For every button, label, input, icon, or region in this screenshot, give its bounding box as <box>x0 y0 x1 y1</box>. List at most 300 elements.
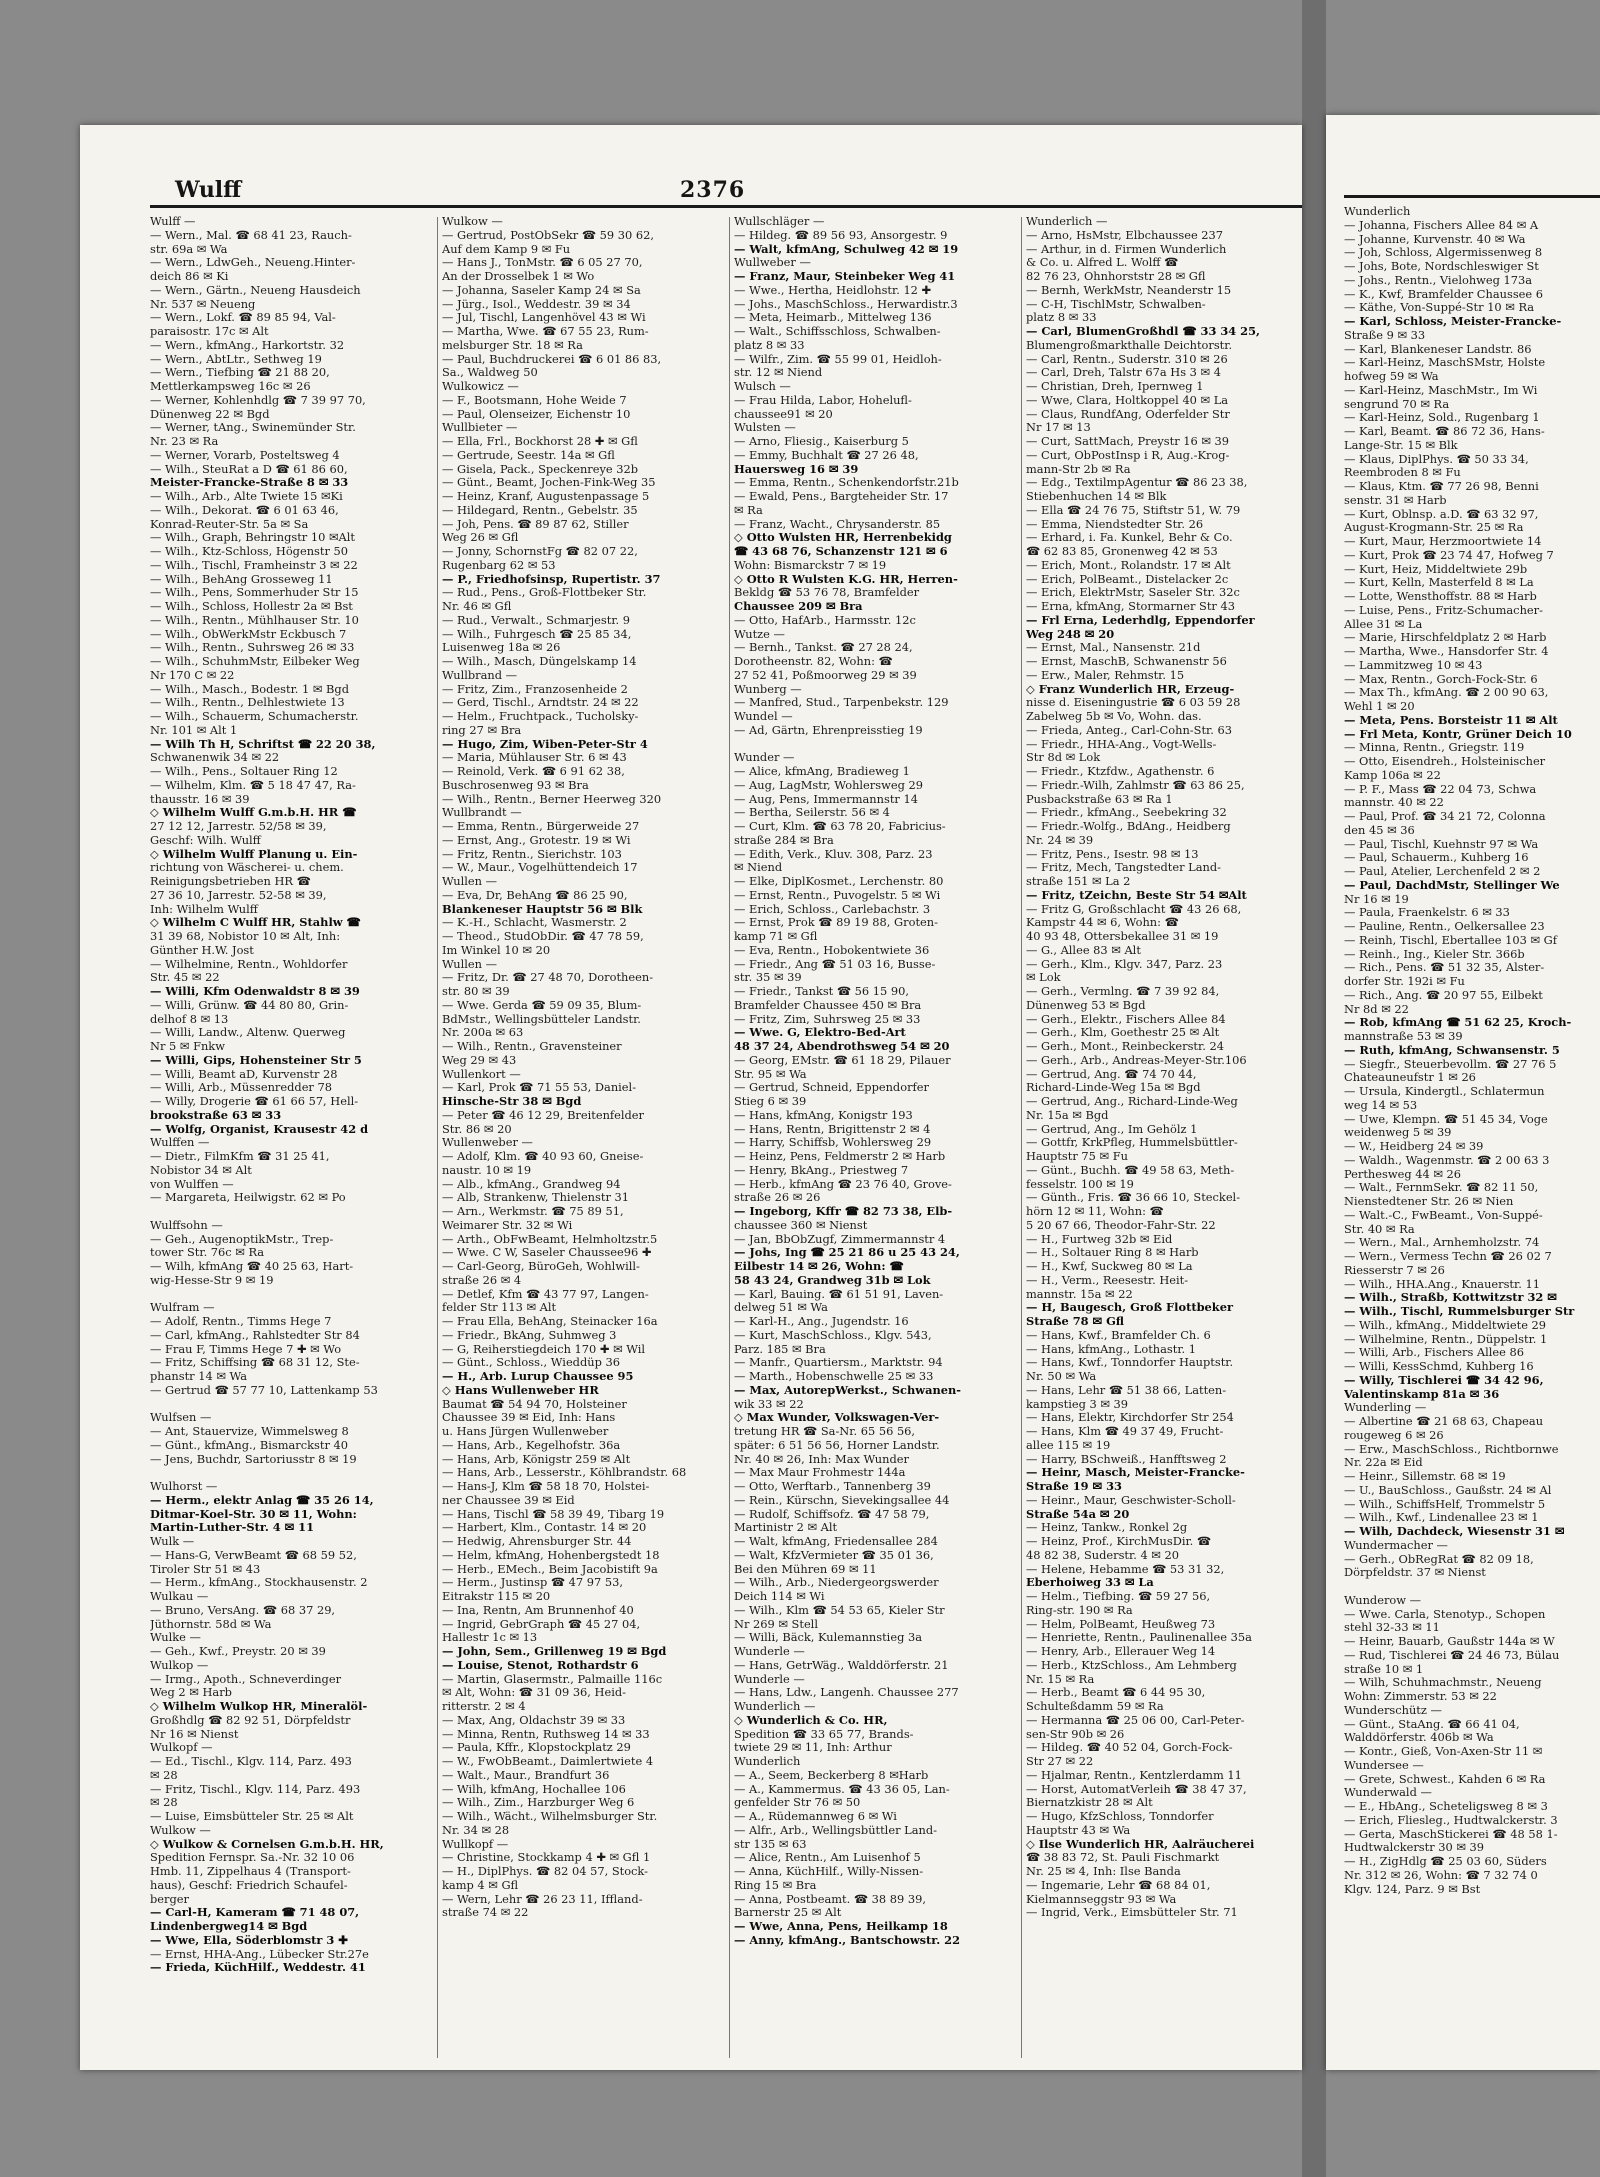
directory-entry-line: später: 6 51 56 56, Horner Landstr. <box>734 1438 940 1452</box>
directory-entry-line: — Hildeg. ☎ 40 52 04, Gorch-Fock- <box>1026 1741 1233 1755</box>
directory-entry-line: — Hans-G, VerwBeamt ☎ 68 59 52, <box>150 1548 357 1562</box>
directory-entry-line: — Helene, Hebamme ☎ 53 31 32, <box>1026 1562 1225 1576</box>
directory-entry-line: — Ingemarie, Lehr ☎ 68 84 01, <box>1026 1878 1211 1892</box>
directory-entry-line: — Anna, KüchHilf., Willy-Nissen- <box>734 1865 924 1878</box>
directory-entry-line: Wehl 1 ✉ 20 <box>1344 700 1415 713</box>
surname-heading: Wulfram — <box>150 1301 215 1315</box>
directory-entry-line: — Otto, Werftarb., Tannenberg 39 <box>734 1480 931 1493</box>
surname-heading: Wulsch — <box>734 380 791 393</box>
directory-entry-line: — Detlef, Kfm ☎ 43 77 97, Langen- <box>442 1287 649 1301</box>
directory-entry-line: — Reinold, Verk. ☎ 6 91 62 38, <box>442 765 625 778</box>
directory-entry-line: — Hans, Arb., Lesserstr., Köhlbrandstr. 68 <box>442 1466 687 1480</box>
directory-entry-line: — Friedr.-Wolfg., BdAng., Heidberg <box>1026 820 1231 833</box>
directory-entry-line: Str. 45 ✉ 22 <box>150 971 220 985</box>
directory-entry-line: — Kurt, Kelln, Masterfeld 8 ✉ La <box>1344 576 1534 590</box>
directory-entry-line: Nr. 46 ✉ Gfl <box>442 600 512 613</box>
directory-entry-line: — Rud., Pens., Groß-Flottbeker Str. <box>442 586 647 600</box>
directory-entry-line: wig-Hesse-Str 9 ✉ 19 <box>150 1273 274 1287</box>
directory-entry-line: Weg 29 ✉ 43 <box>442 1053 517 1067</box>
directory-entry-line: — Karl, Prok ☎ 71 55 53, Daniel- <box>442 1081 637 1095</box>
directory-entry-line: Günther H.W. Jost <box>150 943 254 957</box>
directory-entry-line: — Max, AutorepWerkst., Schwanen- <box>734 1383 961 1397</box>
directory-entry-line: Ditmar-Koel-Str. 30 ✉ 11, Wohn: <box>150 1507 357 1521</box>
directory-entry-line: — Reinh, Tischl, Ebertallee 103 ✉ Gf <box>1344 933 1557 947</box>
next-directory-page <box>1326 115 1600 2070</box>
directory-entry-line: Hmb. 11, Zippelhaus 4 (Transport- <box>150 1865 351 1878</box>
directory-entry-line: — Gerh., Vermlng. ☎ 7 39 92 84, <box>1026 985 1220 998</box>
directory-entry-line: — Heinz, Pens, Feldmerstr 2 ✉ Harb <box>734 1150 946 1163</box>
directory-entry-line: — Christine, Stockkamp 4 ✚ ✉ Gfl 1 <box>442 1851 651 1865</box>
directory-entry-line: richtung von Wäscherei- u. chem. <box>150 861 344 875</box>
directory-entry-line: — Günt., Buchh. ☎ 49 58 63, Meth- <box>1026 1163 1235 1177</box>
directory-entry-line: Schwanenwik 34 ✉ 22 <box>150 751 280 765</box>
directory-entry-line: — Arth., ObFwBeamt, Helmholtzstr.5 <box>442 1232 658 1246</box>
directory-entry-line: — Ingrid, GebrGraph ☎ 45 27 04, <box>442 1617 641 1631</box>
directory-entry-line: — Gertrud, Schneid, Eppendorfer <box>734 1081 929 1095</box>
surname-heading: Wunberg — <box>734 682 802 696</box>
directory-entry-line: kamp 71 ✉ Gfl <box>734 930 818 943</box>
directory-entry-line: Hauersweg 16 ✉ 39 <box>734 462 859 476</box>
surname-heading: Wundersee — <box>1344 1758 1424 1772</box>
directory-entry-line: — Ursula, Kindergtl., Schlatermun <box>1344 1085 1545 1098</box>
directory-entry-line: — Kurt, Heiz, Middeltwiete 29b <box>1344 562 1528 576</box>
directory-entry-line: — Wwe, Anna, Pens, Heilkamp 18 <box>734 1920 948 1933</box>
directory-entry-line: — Gerta, MaschStickerei ☎ 48 58 1- <box>1344 1827 1558 1841</box>
directory-entry-line: — Rein., Kürschn, Sievekingsallee 44 <box>734 1493 950 1507</box>
directory-entry-line: 5 20 67 66, Theodor-Fahr-Str. 22 <box>1026 1218 1216 1232</box>
directory-entry-line: str 135 ✉ 63 <box>734 1837 807 1851</box>
directory-entry-line: — Erich, Mont., Rolandstr. 17 ✉ Alt <box>1026 558 1231 572</box>
directory-entry-line: straße 26 ✉ 4 <box>442 1273 522 1287</box>
directory-entry-line: — Emma, Niendstedter Str. 26 <box>1026 517 1204 531</box>
directory-entry-line: — Ed., Tischl., Klgv. 114, Parz. 493 <box>150 1755 352 1768</box>
directory-entry-line: — Wolfg, Organist, Krausestr 42 d <box>150 1122 369 1136</box>
directory-entry-line: Weg 2 ✉ Harb <box>150 1686 232 1700</box>
directory-entry-line: fesselstr. 100 ✉ 19 <box>1026 1177 1134 1191</box>
directory-entry-line: — Helm, kfmAng, Hohenbergstedt 18 <box>442 1548 660 1562</box>
directory-entry-line: — Helm., Tiefbing. ☎ 59 27 56, <box>1026 1590 1211 1603</box>
directory-entry-line: — W., FwObBeamt., Daimlertwiete 4 <box>442 1755 654 1768</box>
directory-entry-line: — Pauline, Rentn., Oelkersallee 23 <box>1344 920 1545 933</box>
directory-entry-line: straße 74 ✉ 22 <box>442 1906 529 1920</box>
directory-entry-line: Klgv. 124, Parz. 9 ✉ Bst <box>1344 1882 1481 1896</box>
directory-entry-line: — Dietr., FilmKfm ☎ 31 25 41, <box>150 1150 330 1163</box>
directory-entry-line: — Willy, Tischlerei ☎ 34 42 96, <box>1344 1373 1544 1387</box>
directory-entry-line: — Carl, BlumenGroßhdl ☎ 33 34 25, <box>1026 325 1261 338</box>
directory-entry-line: — H., Verm., Reesestr. Heit- <box>1026 1273 1189 1287</box>
directory-entry-line: Nr. 312 ✉ 26, Wohn: ☎ 7 32 74 0 <box>1344 1868 1538 1882</box>
directory-entry-line: — Horst, AutomatVerleih ☎ 38 47 37, <box>1026 1782 1247 1796</box>
directory-entry-line: — Frl Meta, Kontr, Grüner Deich 10 <box>1344 727 1572 741</box>
directory-entry-line: — Meta, Heimarb., Mittelweg 136 <box>734 311 932 325</box>
directory-entry-line: Nr. 25 ✉ 4, Inh: Ilse Banda <box>1026 1865 1181 1878</box>
directory-entry-line: Nienstedtener Str. 26 ✉ Nien <box>1344 1195 1514 1208</box>
directory-entry-line: — Heinz, Prof., KirchMusDir. ☎ <box>1026 1535 1212 1548</box>
directory-entry-line: Martinistr 2 ✉ Alt <box>734 1521 838 1535</box>
directory-entry-line: — Henry, Arb., Ellerauer Weg 14 <box>1026 1645 1216 1658</box>
directory-entry-line: chaussee91 ✉ 20 <box>734 407 833 421</box>
directory-entry-line: — Gisela, Pack., Speckenreye 32b <box>442 462 639 476</box>
directory-entry-line: — Wilh, kfmAng, Hochallee 106 <box>442 1782 626 1796</box>
directory-entry-line: — Frau Ella, BehAng, Steinacker 16a <box>442 1315 658 1328</box>
next-page-column-wrap <box>1344 205 1600 2060</box>
directory-entry-line: — Friedr., HHA-Ang., Vogt-Wells- <box>1026 737 1217 751</box>
page-header <box>80 177 1302 217</box>
surname-heading: Wundermacher — <box>1344 1538 1448 1552</box>
directory-entry-line: — Kurt, Maur, Herzmoortwiete 14 <box>1344 535 1542 548</box>
directory-entry-line: Spedition Fernspr. Sa.-Nr. 32 10 06 <box>150 1851 355 1865</box>
directory-entry-line: — H., Soltauer Ring 8 ✉ Harb <box>1026 1246 1199 1260</box>
directory-entry-line: — Henriette, Rentn., Paulinenallee 35a <box>1026 1631 1252 1645</box>
surname-heading: Wundel — <box>734 710 793 723</box>
directory-entry-line: 48 82 38, Suderstr. 4 ✉ 20 <box>1026 1548 1179 1562</box>
directory-entry-line: — Heinr., Sillemstr. 68 ✉ 19 <box>1344 1470 1506 1483</box>
directory-entry-line: — Ernst, HHA-Ang., Lübecker Str.27e <box>150 1947 369 1961</box>
directory-entry-line: Kampstr 44 ✉ 6, Wohn: ☎ <box>1026 916 1179 930</box>
directory-entry-line: ◇ Wilhelm Wulff Planung u. Ein- <box>150 847 358 861</box>
directory-entry-line: Nr 17 ✉ 13 <box>1026 421 1091 435</box>
directory-entry-line: — Herb., KtzSchloss., Am Lehmberg <box>1026 1658 1237 1672</box>
directory-entry-line: — Hermanna ☎ 25 06 00, Carl-Peter- <box>1026 1713 1245 1727</box>
directory-entry-line: — Franz, Wacht., Chrysanderstr. 85 <box>734 517 941 531</box>
directory-entry-line: Inh: Wilhelm Wulff <box>150 902 258 916</box>
directory-entry-line: — Helm, PolBeamt, Heußweg 73 <box>1026 1617 1216 1631</box>
directory-entry-line: — Ewald, Pens., Bargteheider Str. 17 <box>734 490 949 503</box>
directory-entry-line: — Hans, Elektr, Kirchdorfer Str 254 <box>1026 1411 1234 1425</box>
directory-entry-line: — Hjalmar, Rentn., Kentzlerdamm 11 <box>1026 1768 1242 1782</box>
directory-entry-line: — P. F., Mass ☎ 22 04 73, Schwa <box>1344 782 1537 796</box>
directory-entry-line: — H., DiplPhys. ☎ 82 04 57, Stock- <box>442 1865 648 1878</box>
directory-entry-line: Hauptstr 43 ✉ Wa <box>1026 1823 1131 1837</box>
directory-entry-line: — Wilh., Schloss, Hollestr 2a ✉ Bst <box>150 600 353 613</box>
directory-entry-line: — Käthe, Von-Suppé-Str 10 ✉ Ra <box>1344 301 1535 315</box>
directory-entry-line: — Johs, Ing ☎ 25 21 86 u 25 43 24, <box>734 1246 960 1260</box>
directory-entry-line: Stiebenhuchen 14 ✉ Blk <box>1026 490 1167 503</box>
directory-entry-line: Eberhoiweg 33 ✉ La <box>1026 1576 1154 1590</box>
directory-entry-line: Valentinskamp 81a ✉ 36 <box>1344 1387 1500 1401</box>
directory-entry-line: — Fritz, Mech, Tangstedter Land- <box>1026 861 1221 875</box>
directory-entry-line: — Ruth, kfmAng, Schwansenstr. 5 <box>1344 1043 1560 1057</box>
directory-entry-line: Str 27 ✉ 22 <box>1026 1755 1094 1768</box>
directory-entry-line: Martin-Luther-Str. 4 ✉ 11 <box>150 1521 315 1535</box>
directory-entry-line: — Johanna, Saseler Kamp 24 ✉ Sa <box>442 283 641 297</box>
directory-entry-line: — Ernst, MaschB, Schwanenstr 56 <box>1026 655 1227 668</box>
directory-entry-line: — Wilh., Arb., Alte Twiete 15 ✉Ki <box>150 490 343 503</box>
directory-entry-line: Zabelweg 5b ✉ Vo, Wohn. das. <box>1026 710 1202 723</box>
directory-entry-line: — A., Seem, Beckerberg 8 ✉Harb <box>734 1768 929 1782</box>
directory-entry-line: — Erna, kfmAng, Stormarner Str 43 <box>1026 600 1235 613</box>
directory-entry-line: — Arn., Werkmstr. ☎ 75 89 51, <box>442 1205 624 1218</box>
directory-entry-line: — Karl, Bauing. ☎ 61 51 91, Laven- <box>734 1287 944 1301</box>
directory-entry-line <box>1344 1580 1600 1594</box>
directory-entry-line: — Carl, kfmAng., Rahlstedter Str 84 <box>150 1328 360 1342</box>
directory-entry-line: — Rud., Verwalt., Schmarjestr. 9 <box>442 613 630 627</box>
surname-heading: Wulfsen — <box>150 1411 212 1425</box>
surname-heading: Wulkopf — <box>150 1741 213 1755</box>
directory-entry-line: straße 284 ✉ Bra <box>734 833 834 847</box>
directory-entry-line: — Otto, Eisendreh., Holsteinischer <box>1344 755 1546 768</box>
directory-entry-line: — Günt., Schloss., Wieddüp 36 <box>442 1356 621 1370</box>
directory-entry-line: — Wilh., BehAng Grosseweg 11 <box>150 572 333 586</box>
directory-entry-line: str. 12 ✉ Niend <box>734 366 823 380</box>
directory-entry-line: ◇ Max Wunder, Volkswagen-Ver- <box>734 1411 940 1425</box>
surname-heading: Wulkow — <box>442 215 503 228</box>
directory-entry-line: — H., ZigHdlg ☎ 25 03 60, Süders <box>1344 1855 1547 1868</box>
directory-entry-line: Geschf: Wilh. Wulff <box>150 833 261 847</box>
surname-heading: Wullkopf — <box>442 1837 509 1851</box>
directory-entry-line: — Herm., Justinsp ☎ 47 97 53, <box>442 1576 624 1590</box>
directory-entry-line: — Walt.-C., FwBeamt., Von-Suppé- <box>1344 1208 1543 1222</box>
directory-entry-line: kamp 4 ✉ Gfl <box>442 1878 519 1892</box>
surname-heading: Wunderling — <box>1344 1401 1427 1415</box>
directory-entry-line: Eilbestr 14 ✉ 26, Wohn: ☎ <box>734 1260 904 1273</box>
directory-entry-line: — Max Th., kfmAng. ☎ 2 00 90 63, <box>1344 686 1549 700</box>
directory-entry-line: — Wilh., Fuhrgesch ☎ 25 85 34, <box>442 627 632 641</box>
directory-entry-line: Lindenbergweg14 ✉ Bgd <box>150 1920 308 1933</box>
directory-entry-line: Blumengroßmarkthalle Deichtorstr. <box>1026 338 1233 352</box>
directory-column-3 <box>734 215 1014 2060</box>
surname-heading: Wullenweber — <box>442 1136 533 1150</box>
directory-entry-line: ◇ Franz Wunderlich HR, Erzeug- <box>1026 682 1235 696</box>
directory-entry-line: str. 80 ✉ 39 <box>442 985 510 998</box>
directory-entry-line: straße 151 ✉ La 2 <box>1026 875 1131 888</box>
directory-entry-line: An der Drosselbek 1 ✉ Wo <box>442 270 595 283</box>
directory-entry-line: — Hans, GetrWäg., Walddörferstr. 21 <box>734 1658 949 1672</box>
directory-entry-line: — Gerh., ObRegRat ☎ 82 09 18, <box>1344 1552 1534 1566</box>
directory-entry-line: tower Str. 76c ✉ Ra <box>150 1246 265 1260</box>
directory-entry-line: 31 39 68, Nobistor 10 ✉ Alt, Inh: <box>150 930 341 943</box>
directory-entry-line: — Wilh., Rentn., Mühlhauser Str. 10 <box>150 613 359 627</box>
directory-entry-line: — Harry, Schiffsb, Wohlersweg 29 <box>734 1136 932 1150</box>
directory-entry-line: ner Chaussee 39 ✉ Eid <box>442 1493 575 1507</box>
directory-entry-line: — K., Kwf, Bramfelder Chaussee 6 <box>1344 287 1544 301</box>
directory-entry-line: — Aug, LagMstr, Wohlersweg 29 <box>734 778 923 792</box>
directory-entry-line: — Gerh., Klm, Goethestr 25 ✉ Alt <box>1026 1026 1220 1040</box>
directory-entry-line: ◇ Ilse Wunderlich HR, Aalräucherei <box>1026 1837 1255 1851</box>
directory-column-2 <box>442 215 722 2060</box>
directory-entry-line: — Hans, Lehr ☎ 51 38 66, Latten- <box>1026 1383 1227 1397</box>
directory-entry-line: ✉ 28 <box>150 1768 178 1782</box>
directory-entry-line: — Lammitzweg 10 ✉ 43 <box>1344 658 1483 672</box>
directory-entry-line: — Eva, Dr, BehAng ☎ 86 25 90, <box>442 888 628 902</box>
directory-entry-line: — Ant, Stauervize, Wimmelsweg 8 <box>150 1425 349 1438</box>
directory-entry-line: — Friedr., kfmAng., Seebekring 32 <box>1026 806 1227 820</box>
directory-entry-line: — Wwe. G, Elektro-Bed-Art <box>734 1026 906 1040</box>
directory-entry-line: — Alice, Rentn., Am Luisenhof 5 <box>734 1851 921 1865</box>
directory-entry-line: melsburger Str. 18 ✉ Ra <box>442 338 583 352</box>
directory-entry-line <box>150 1466 430 1480</box>
directory-entry-line: — Willi, Bäck, Kulemannstieg 3a <box>734 1631 923 1645</box>
directory-entry-line: — Ernst, Prok ☎ 89 19 88, Groten- <box>734 916 938 930</box>
directory-entry-line: Riesserstr 7 ✉ 26 <box>1344 1263 1445 1277</box>
directory-entry-line: ✉ Lok <box>1026 971 1061 985</box>
directory-entry-line: — H, Baugesch, Groß Flottbeker <box>1026 1301 1233 1315</box>
surname-heading: Wullweber — <box>734 256 811 270</box>
directory-entry-line: — Friedr., Ktzfdw., Agathenstr. 6 <box>1026 765 1215 778</box>
directory-entry-line: Biernatzkistr 28 ✉ Alt <box>1026 1796 1153 1810</box>
directory-entry-line: — A., Kammermus. ☎ 43 36 05, Lan- <box>734 1782 950 1796</box>
directory-entry-line: — Wilh., Masch, Düngelskamp 14 <box>442 655 637 668</box>
directory-entry-line: — Herm., elektr Anlag ☎ 35 26 14, <box>150 1493 374 1507</box>
directory-entry-line: rougeweg 6 ✉ 26 <box>1344 1428 1444 1442</box>
directory-entry-line: — Emmy, Buchhalt ☎ 27 26 48, <box>734 448 919 462</box>
directory-entry-line: — Fritz, tZeichn, Beste Str 54 ✉Alt <box>1026 888 1247 902</box>
directory-entry-line: ✉ Niend <box>734 861 783 875</box>
directory-entry-line: — Marie, Hirschfeldplatz 2 ✉ Harb <box>1344 631 1547 645</box>
directory-entry-line: Tiroler Str 51 ✉ 43 <box>150 1562 261 1576</box>
directory-entry-line: — Martin, Glasermstr., Palmaille 116c <box>442 1672 663 1686</box>
directory-entry-line: — Wwe. Carla, Stenotyp., Schopen <box>1344 1607 1546 1621</box>
directory-entry-line: — Willi, Beamt aD, Kurvenstr 28 <box>150 1067 338 1081</box>
directory-entry-line: — Frieda, Anteg., Carl-Cohn-Str. 63 <box>1026 723 1232 737</box>
directory-entry-line: — Günt., Beamt, Jochen-Fink-Weg 35 <box>442 476 656 490</box>
directory-entry-line: Hudtwalckerstr 30 ✉ 39 <box>1344 1841 1485 1855</box>
directory-entry-line: Buschrosenweg 93 ✉ Bra <box>442 778 589 792</box>
directory-entry-line: ritterstr. 2 ✉ 4 <box>442 1700 526 1713</box>
directory-entry-line: Auf dem Kamp 9 ✉ Fu <box>442 242 571 256</box>
directory-entry-line: — Johs., Rentn., Vielohweg 173a <box>1344 273 1533 287</box>
directory-entry-line: — Erich, Fliesleg., Hudtwalckerstr. 3 <box>1344 1813 1558 1827</box>
surname-heading: Wunderlich — <box>734 1700 816 1713</box>
directory-entry-line: — Johs, Bote, Nordschleswiger St <box>1344 260 1539 273</box>
directory-entry-line: — Erhard, i. Fa. Kunkel, Behr & Co. <box>1026 531 1233 545</box>
directory-entry-line: Parz. 185 ✉ Bra <box>734 1342 826 1356</box>
directory-entry-line: — Albertine ☎ 21 68 63, Chapeau <box>1344 1415 1544 1428</box>
directory-entry-line: 27 12 12, Jarrestr. 52/58 ✉ 39, <box>150 820 327 833</box>
directory-entry-line: — Theod., StudObDir. ☎ 47 78 59, <box>442 930 644 943</box>
surname-heading: Wunderlich — <box>1026 215 1108 228</box>
surname-heading: Wunder — <box>734 751 795 765</box>
directory-entry-line: — Wilh., Tischl, Framheinstr 3 ✉ 22 <box>150 558 358 572</box>
directory-entry-line: — Harry, BSchweiß., Hanfftsweg 2 <box>1026 1452 1227 1466</box>
directory-entry-line: chaussee 360 ✉ Nienst <box>734 1218 868 1232</box>
directory-entry-line: — Hans J., TonMstr. ☎ 6 05 27 70, <box>442 256 643 270</box>
directory-entry-line: — Paula, Fraenkelstr. 6 ✉ 33 <box>1344 906 1510 920</box>
directory-entry-line: — Heinr, Bauarb, Gaußstr 144a ✉ W <box>1344 1635 1555 1648</box>
directory-entry-line: ☎ 43 68 76, Schanzenstr 121 ✉ 6 <box>734 545 948 558</box>
surname-heading: Wunderle — <box>734 1645 805 1658</box>
directory-entry-line <box>150 1205 430 1219</box>
directory-entry-line: — Fritz, Rentn., Sierichstr. 103 <box>442 847 622 861</box>
directory-entry-line: ◇ Wilhelm C Wulff HR, Stahlw ☎ <box>150 916 361 930</box>
directory-entry-line: — Christian, Dreh, Ipernweg 1 <box>1026 380 1204 393</box>
directory-entry-line: senstr. 31 ✉ Harb <box>1344 493 1447 507</box>
directory-entry-line: — Gerh., Arb., Andreas-Meyer-Str.106 <box>1026 1053 1247 1067</box>
directory-entry-line: Weg 26 ✉ Gfl <box>442 531 519 545</box>
directory-entry-line: — Karl-H., Ang., Jugendstr. 16 <box>734 1315 909 1328</box>
directory-entry-line: — Alb., kfmAng., Grandweg 94 <box>442 1177 621 1191</box>
directory-entry-line: ◇ Wilhelm Wulkop HR, Mineralöl- <box>150 1700 368 1713</box>
directory-entry-line: — Günth., Fris. ☎ 36 66 10, Steckel- <box>1026 1191 1241 1205</box>
directory-entry-line <box>150 1288 430 1302</box>
directory-entry-line: — Curt, Klm. ☎ 63 78 20, Fabricius- <box>734 820 946 833</box>
surname-heading: Wutze — <box>734 627 785 641</box>
surname-heading: Wullen — <box>442 957 497 971</box>
directory-entry-line: ✉ 28 <box>150 1796 178 1810</box>
directory-entry-line: — Herb., Beamt ☎ 6 44 95 30, <box>1026 1686 1206 1700</box>
directory-entry-line: Stieg 6 ✉ 39 <box>734 1095 807 1108</box>
directory-entry-line: — Reinh., Ing., Kieler Str. 366b <box>1344 947 1525 961</box>
directory-entry-line: — Wilh., Kwf., Lindenallee 23 ✉ 1 <box>1344 1511 1539 1525</box>
directory-entry-line: — Willi, KessSchmd, Kuhberg 16 <box>1344 1360 1534 1373</box>
directory-entry-line: — Ad, Gärtn, Ehrenpreisstieg 19 <box>734 723 923 737</box>
directory-entry-line: — Erw., MaschSchloss., Richtbornwe <box>1344 1442 1559 1456</box>
directory-entry-line: Nr 8d ✉ 22 <box>1344 1002 1409 1016</box>
directory-entry-line: Meister-Francke-Straße 8 ✉ 33 <box>150 476 349 490</box>
directory-entry-line: — Wilh., Dekorat. ☎ 6 01 63 46, <box>150 503 339 517</box>
directory-entry-line: — Max, Rentn., Gorch-Fock-Str. 6 <box>1344 672 1538 686</box>
directory-entry-line: — Gertrud, Ang., Im Gehölz 1 <box>1026 1122 1198 1136</box>
directory-entry-line: Nr. 50 ✉ Wa <box>1026 1370 1097 1383</box>
directory-entry-line: straße 26 ✉ 26 <box>734 1191 821 1205</box>
directory-entry-line: — Paul, Olenseizer, Eichenstr 10 <box>442 407 631 421</box>
directory-entry-line: — Wern., AbtLtr., Sethweg 19 <box>150 352 322 366</box>
directory-entry-line: — Maria, Mühlauser Str. 6 ✉ 43 <box>442 751 627 765</box>
directory-entry-line: Nr. 22a ✉ Eid <box>1344 1456 1423 1470</box>
directory-entry-line: — Wern., Mal., Arnhemholzstr. 74 <box>1344 1236 1540 1250</box>
directory-entry-line: Nr 16 ✉ Nienst <box>150 1727 239 1741</box>
directory-entry-line: Nr 16 ✉ 19 <box>1344 892 1409 906</box>
directory-entry-line: — Anna, Postbeamt. ☎ 38 89 39, <box>734 1892 927 1906</box>
directory-entry-line: — Minna, Rentn, Ruthsweg 14 ✉ 33 <box>442 1727 650 1741</box>
directory-entry-line: Chateauneufstr 1 ✉ 26 <box>1344 1071 1476 1085</box>
directory-entry-line: — Hans, Ldw., Langenh. Chaussee 277 <box>734 1686 959 1700</box>
directory-entry-line: — Friedr.-Wilh, Zahlmstr ☎ 63 86 25, <box>1026 778 1245 792</box>
surname-heading: Wunderle — <box>734 1672 805 1686</box>
directory-entry-line: — G, Reiherstiegdeich 170 ✚ ✉ Wil <box>442 1342 646 1356</box>
directory-entry-line: Schulteßdamm 59 ✉ Ra <box>1026 1700 1164 1713</box>
directory-entry-line: Dorotheenstr. 82, Wohn: ☎ <box>734 655 893 668</box>
directory-entry-line: — Wern., kfmAng., Harkortstr. 32 <box>150 338 345 352</box>
directory-entry-line: — Rich., Pens. ☎ 51 32 35, Alster- <box>1344 961 1545 975</box>
directory-entry-line: platz 8 ✉ 33 <box>734 338 805 352</box>
directory-entry-line <box>734 738 1014 752</box>
directory-entry-line: naustr. 10 ✉ 19 <box>442 1163 532 1177</box>
directory-column-1 <box>150 215 430 2060</box>
directory-entry-line: str. 35 ✉ 39 <box>734 971 802 985</box>
directory-entry-line: — U., BauSchloss., Gaußstr. 24 ✉ Al <box>1344 1483 1552 1497</box>
directory-entry-line: kampstieg 3 ✉ 39 <box>1026 1397 1129 1411</box>
directory-entry-line: — G., Allee 83 ✉ Alt <box>1026 943 1141 957</box>
directory-entry-line: — Carl-H, Kameram ☎ 71 48 07, <box>150 1906 360 1920</box>
directory-entry-line: Nobistor 34 ✉ Alt <box>150 1163 252 1177</box>
directory-entry-line: nisse d. Eiseningustrie ☎ 6 03 59 28 <box>1026 696 1241 710</box>
directory-entry-line: — Paul, DachdMstr, Stellinger We <box>1344 878 1560 892</box>
directory-entry-line: — Otto, HafArb., Harmsstr. 12c <box>734 613 916 627</box>
directory-entry-line: — Wilh., Rentn., Delhlestwiete 13 <box>150 696 345 710</box>
directory-entry-line: — Waldh., Wagenmstr. ☎ 2 00 63 3 <box>1344 1153 1550 1167</box>
directory-entry-line: — Curt, ObPostInsp i R, Aug.-Krog- <box>1026 448 1230 462</box>
directory-entry-line: — Bernh., Tankst. ☎ 27 28 24, <box>734 641 913 655</box>
directory-entry-line: — Hugo, Zim, Wiben-Peter-Str 4 <box>442 737 648 751</box>
directory-entry-line: Mettlerkampsweg 16c ✉ 26 <box>150 380 311 393</box>
directory-entry-line: Nr. 537 ✉ Neueng <box>150 297 256 311</box>
directory-entry-line: — Wilhelmine, Rentn., Wohldorfer <box>150 957 348 971</box>
surname-heading: Wullschläger — <box>734 215 825 228</box>
directory-entry-line: — Walt, kfmAng, Schulweg 42 ✉ 19 <box>734 242 959 256</box>
directory-entry-line: — Willi, Landw., Altenw. Querweg <box>150 1026 346 1040</box>
directory-entry-line: — Ella, Frl., Bockhorst 28 ✚ ✉ Gfl <box>442 435 638 448</box>
directory-entry-line: — Wilh., Zim., Harzburger Weg 6 <box>442 1796 635 1810</box>
directory-entry-line: — Arno, HsMstr, Elbchaussee 237 <box>1026 228 1224 242</box>
directory-entry-line: Jüthornstr. 58d ✉ Wa <box>150 1617 272 1631</box>
directory-entry-line: — Gerh., Elektr., Fischers Allee 84 <box>1026 1012 1226 1026</box>
directory-entry-line: str. 69a ✉ Wa <box>150 242 228 256</box>
directory-entry-line: Nr 5 ✉ Fnkw <box>150 1040 225 1053</box>
directory-entry-line: — Helm., Fruchtpack., Tucholsky- <box>442 710 639 723</box>
directory-entry-line: Spedition ☎ 33 65 77, Brands- <box>734 1727 914 1741</box>
directory-entry-line: — Ingeborg, Kffr ☎ 82 73 38, Elb- <box>734 1205 953 1218</box>
